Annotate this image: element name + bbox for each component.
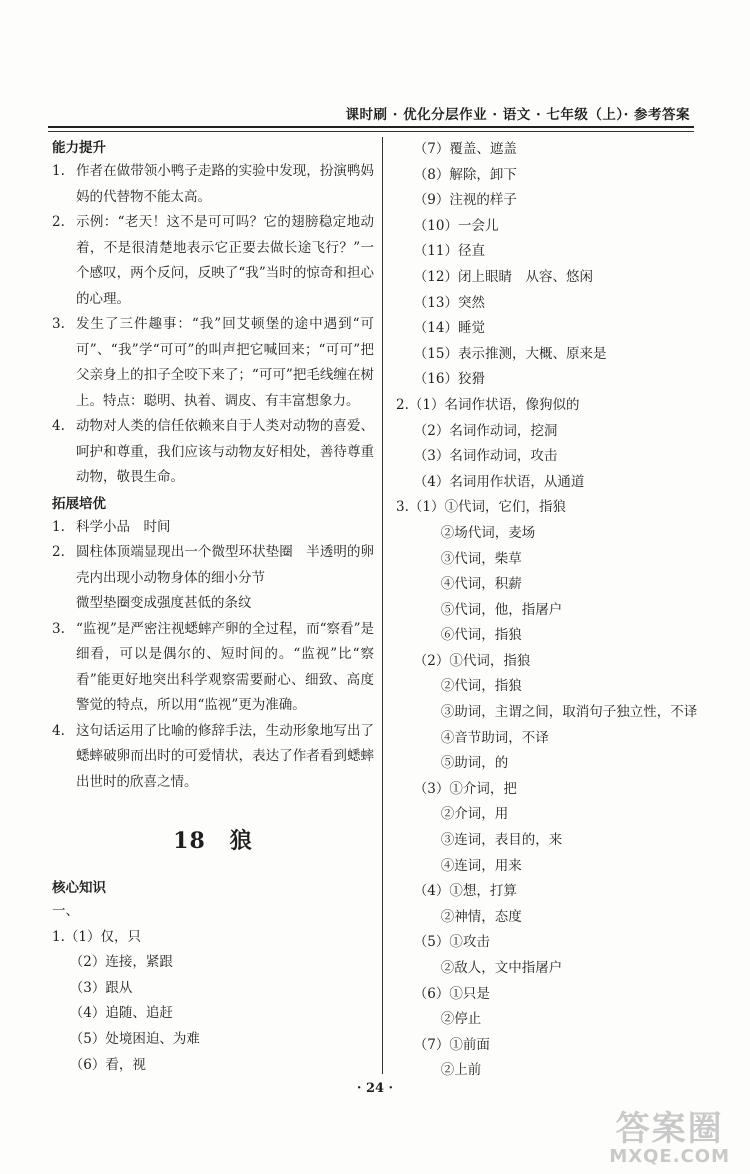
answer-line: （8）解除，卸下 [396,166,517,183]
right-answer-list [396,137,708,1084]
answer-line: ②停止 [396,1011,482,1028]
answer-number: 1. [52,518,65,535]
answer-line: （4）名词用作状语，从通道 [396,473,585,490]
answer-text [76,540,374,617]
answer-line: （11）径直 [396,243,485,260]
header-rule [48,126,694,128]
answer-number: 2. [52,214,65,230]
right-column [396,137,708,1084]
answer-line: ④连词，用来 [396,857,522,874]
answer-line: （16）狡猾 [396,371,485,388]
answer-number: 4. [52,722,65,739]
header-rule-thin [48,131,694,132]
answer-line: （7）①前面 [396,1036,490,1053]
lesson-number: 18 [173,828,206,854]
answer-number: 4. [52,418,65,434]
answer-item [52,159,374,210]
answer-line: ④音节助词，不译 [396,729,549,746]
left-column [52,137,374,1078]
answer-line: （10）一会儿 [396,217,499,234]
ability-answer-list [52,159,374,491]
answer-item [52,515,374,541]
answer-text-main: 动物对人类的信任依赖来自于人类对动物的喜爱、呵护和尊重，我们应该与动物友好相处，善待尊重动物，敬畏生命。 [76,418,374,485]
section-heading-extension: 拓展培优 [52,495,106,512]
answer-line: ②代词，指狼 [396,678,522,695]
answer-text-main: 发生了三件趣事：“我”回艾顿堡的途中遇到“可可”、“我”学“可可”的叫声把它喊回来；“可可”把父亲身上的扣子全咬下来了；“可可”把毛线缠在树上。特点：聪明、执着、调皮、有丰富想象力。 [76,316,374,409]
answer-line: （3）跟从 [52,979,133,996]
answer-text-main: 示例：“老天！这不是可可吗？它的翅膀稳定地动着，不是很清楚地表示它正要去做长途飞行？”一个感叹，两个反问，反映了“我”当时的惊奇和担心的心理。 [76,214,374,307]
answer-text [76,617,374,719]
watermark-logo: 答案圈 MXQE.COM [609,1109,730,1167]
answer-line: 2.（1）名词作状语，像狗似的 [396,396,580,413]
answer-line: （5）①攻击 [396,934,490,951]
answer-text-main: 科学小品 时间 [76,518,171,535]
answer-text-main: 这句话运用了比喻的修辞手法，生动形象地写出了蟋蟀破卵而出时的可爱情状，表达了作者看到蟋蟀出世时的欣喜之情。 [76,722,374,790]
page-number: · 24 · [356,1081,394,1096]
answer-item [52,210,374,312]
answer-line: （15）表示推测，大概、原来是 [396,345,607,362]
answer-text [76,414,374,491]
answer-line: ③连词，表目的，来 [396,832,563,849]
answer-line: ②场代词，麦场 [396,524,536,541]
section-heading-ability: 能力提升 [52,140,106,156]
answer-line: ②神情，态度 [396,908,522,925]
answer-line: 1.（1）仅，只 [52,928,141,945]
answer-line: （7）覆盖、遮盖 [396,141,517,157]
answer-line: ②敌人，文中指屠户 [396,960,563,976]
answer-text-extra: 微型垫圈变成强度甚低的条纹 [76,595,252,611]
answer-item [52,312,374,414]
answer-line: （12）闭上眼睛 从容、悠闲 [396,268,593,285]
answer-line: （5）处境困迫、为难 [52,1030,200,1047]
answer-line: ②介词，用 [396,806,509,823]
extension-answer-list [52,515,374,796]
answer-line: ③代词，柴草 [396,550,522,567]
part-label: 一、 [52,903,79,919]
answer-line: （4）①想，打算 [396,883,517,900]
answer-line: （4）追随、追赶 [52,1005,173,1022]
answer-line: ⑤助词，的 [396,755,509,772]
answer-line: ②上前 [396,1062,482,1079]
answer-line: ⑤代词，他，指屠户 [396,601,563,618]
answer-line: （6）看，视 [52,1056,146,1073]
answer-number: 3. [52,620,65,637]
answer-line: （3）名词作动词，攻击 [396,448,558,465]
answer-number: 3. [52,316,65,332]
column-divider [382,137,383,1074]
answer-line: （2）①代词，指狼 [396,652,531,669]
answer-number: 2. [52,544,65,560]
answer-text [76,159,374,210]
answer-line: （9）注视的样子 [396,192,517,209]
answer-text-main: 作者在做带领小鸭子走路的实验中发现，扮演鸭妈妈的代替物不能太高。 [76,163,374,205]
answer-line: （3）①介词，把 [396,780,517,797]
answer-line: （6）①只是 [396,985,490,1002]
lesson-title [52,817,374,865]
answer-item [52,540,374,617]
answer-line: （13）突然 [396,294,485,311]
answer-text [76,719,374,796]
answer-item [52,719,374,796]
answer-line: （14）睡觉 [396,320,485,337]
answer-line: （2）名词作动词，挖洞 [396,422,558,439]
answer-line: （2）连接，紧跟 [52,954,173,971]
answer-text-main: “监视”是严密注视蟋蟀产卵的全过程，而“察看”是细看，可以是偶尔的、短时间的。“监视”比“察看”能更好地突出科学观察需要耐心、细致、高度警觉的特点，所以用“监视”更为准确。 [76,620,374,713]
answer-line: ④代词，积薪 [396,576,522,593]
core-answer-list [52,925,374,1079]
lesson-name: 狼 [229,828,253,854]
answer-text [76,312,374,414]
answer-text [76,515,374,541]
answer-item [52,414,374,491]
answer-line: ③助词，主谓之间，取消句子独立性，不译 [396,704,698,721]
answer-line: 3.（1）①代词，它们，指狼 [396,499,566,516]
header-title: 课时刷 · 优化分层作业 · 语文 · 七年级（上）· 参考答案 [345,107,690,123]
answer-number: 1. [52,163,65,179]
answer-text-main: 圆柱体顶端显现出一个微型环状垫圈 半透明的卵壳内出现小动物身体的细小分节 [76,544,374,586]
answer-line: ⑥代词，指狼 [396,627,522,644]
answer-text [76,210,374,312]
section-heading-core: 核心知识 [52,880,106,896]
answer-item [52,617,374,719]
